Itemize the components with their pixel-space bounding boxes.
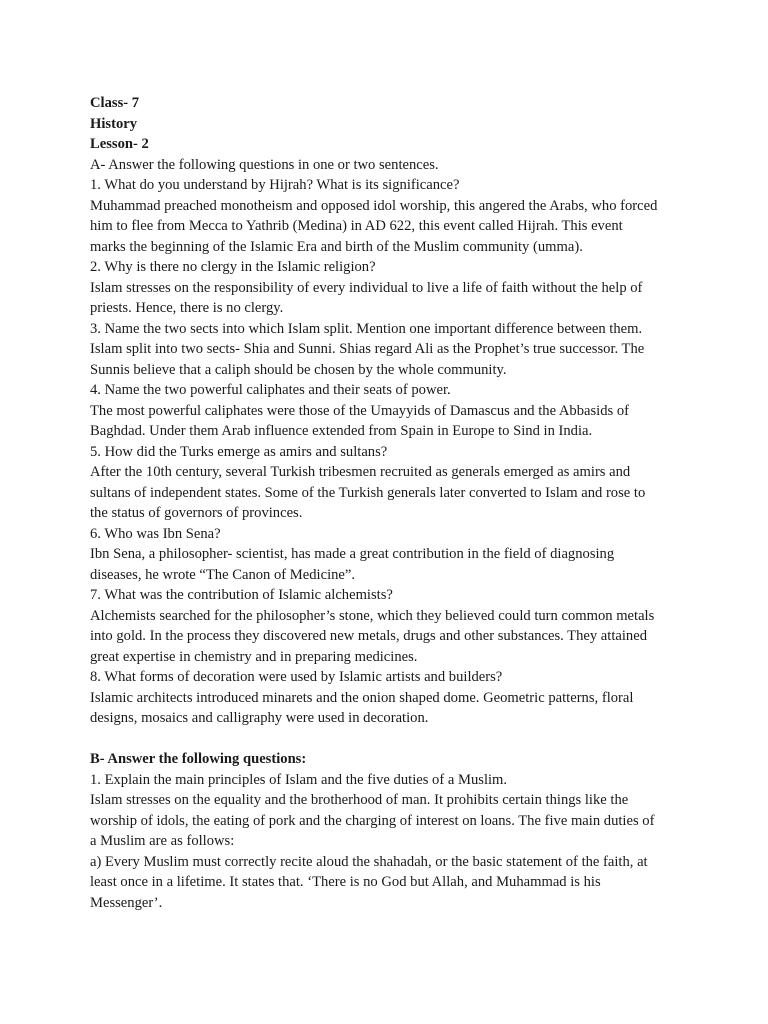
- text-line: 6. Who was Ibn Sena?: [90, 525, 221, 542]
- text-line: Messenger’.: [90, 894, 163, 911]
- section-gap: [90, 729, 710, 750]
- text-line: 7. What was the contribution of Islamic alchemists?: [90, 587, 393, 603]
- text-line: designs, mosaics and calligraphy were used in decoration.: [90, 710, 429, 726]
- text-line: the status of governors of provinces.: [90, 505, 303, 521]
- section-b: [90, 749, 710, 913]
- text-line: into gold. In the process they discovered new metals, drugs and other substances. They attained: [90, 628, 647, 644]
- text-line: Islam split into two sects- Shia and Sunni. Shias regard Ali as the Prophet’s true successor. The: [90, 341, 645, 357]
- text-line: Muhammad preached monotheism and opposed idol worship, this angered the Arabs, who forced: [90, 197, 658, 214]
- document-page: [90, 93, 710, 913]
- text-line: a) Every Muslim must correctly recite aloud the shahadah, or the basic statement of the faith, at: [90, 853, 648, 870]
- text-line: After the 10th century, several Turkish tribesmen recruited as generals emerged as amirs and: [90, 464, 631, 480]
- text-line: Alchemists searched for the philosopher’s stone, which they believed could turn common metals: [90, 607, 655, 624]
- text-line: priests. Hence, there is no clergy.: [90, 300, 284, 316]
- class-label: Class- 7: [90, 95, 140, 111]
- section-a: [90, 155, 710, 729]
- text-line: a Muslim are as follows:: [90, 833, 235, 849]
- text-line: him to flee from Mecca to Yathrib (Medina) in AD 622, this event called Hijrah. This event: [90, 218, 623, 234]
- text-line: 4. Name the two powerful caliphates and their seats of power.: [90, 382, 451, 398]
- text-line: Sunnis believe that a caliph should be chosen by the whole community.: [90, 361, 507, 378]
- text-line: The most powerful caliphates were those of the Umayyids of Damascus and the Abbasids of: [90, 402, 630, 419]
- text-line: Islam stresses on the responsibility of every individual to live a life of faith without the help of: [90, 279, 643, 296]
- text-line: worship of idols, the eating of pork and the charging of interest on loans. The five main duties of: [90, 812, 655, 829]
- text-line: Islam stresses on the equality and the brotherhood of man. It prohibits certain things like the: [90, 792, 629, 808]
- text-line: 2. Why is there no clergy in the Islamic religion?: [90, 259, 376, 275]
- section-a-heading: A- Answer the following questions in one or two sentences.: [90, 156, 439, 173]
- text-line: sultans of independent states. Some of the Turkish generals later converted to Islam and rose to: [90, 484, 646, 501]
- text-line: 3. Name the two sects into which Islam split. Mention one important difference between them.: [90, 320, 643, 337]
- text-line: great expertise in chemistry and in preparing medicines.: [90, 648, 418, 665]
- text-line: least once in a lifetime. It states that. ‘There is no God but Allah, and Muhammad is his: [90, 874, 601, 890]
- text-line: Ibn Sena, a philosopher- scientist, has made a great contribution in the field of diagnosing: [90, 546, 615, 562]
- text-line: 8. What forms of decoration were used by Islamic artists and builders?: [90, 669, 503, 685]
- text-line: 5. How did the Turks emerge as amirs and sultans?: [90, 443, 388, 460]
- subject-label: History: [90, 115, 138, 132]
- text-line: 1. What do you understand by Hijrah? What is its significance?: [90, 177, 460, 193]
- text-line: marks the beginning of the Islamic Era and birth of the Muslim community (umma).: [90, 238, 583, 255]
- text-line: Baghdad. Under them Arab influence extended from Spain in Europe to Sind in India.: [90, 423, 593, 439]
- text-line: Islamic architects introduced minarets and the onion shaped dome. Geometric patterns, floral: [90, 689, 634, 706]
- section-b-heading: B- Answer the following questions:: [90, 751, 307, 767]
- text-line: 1. Explain the main principles of Islam and the five duties of a Muslim.: [90, 771, 508, 788]
- lesson-label: Lesson- 2: [90, 136, 149, 152]
- text-line: diseases, he wrote “The Canon of Medicine”.: [90, 566, 356, 583]
